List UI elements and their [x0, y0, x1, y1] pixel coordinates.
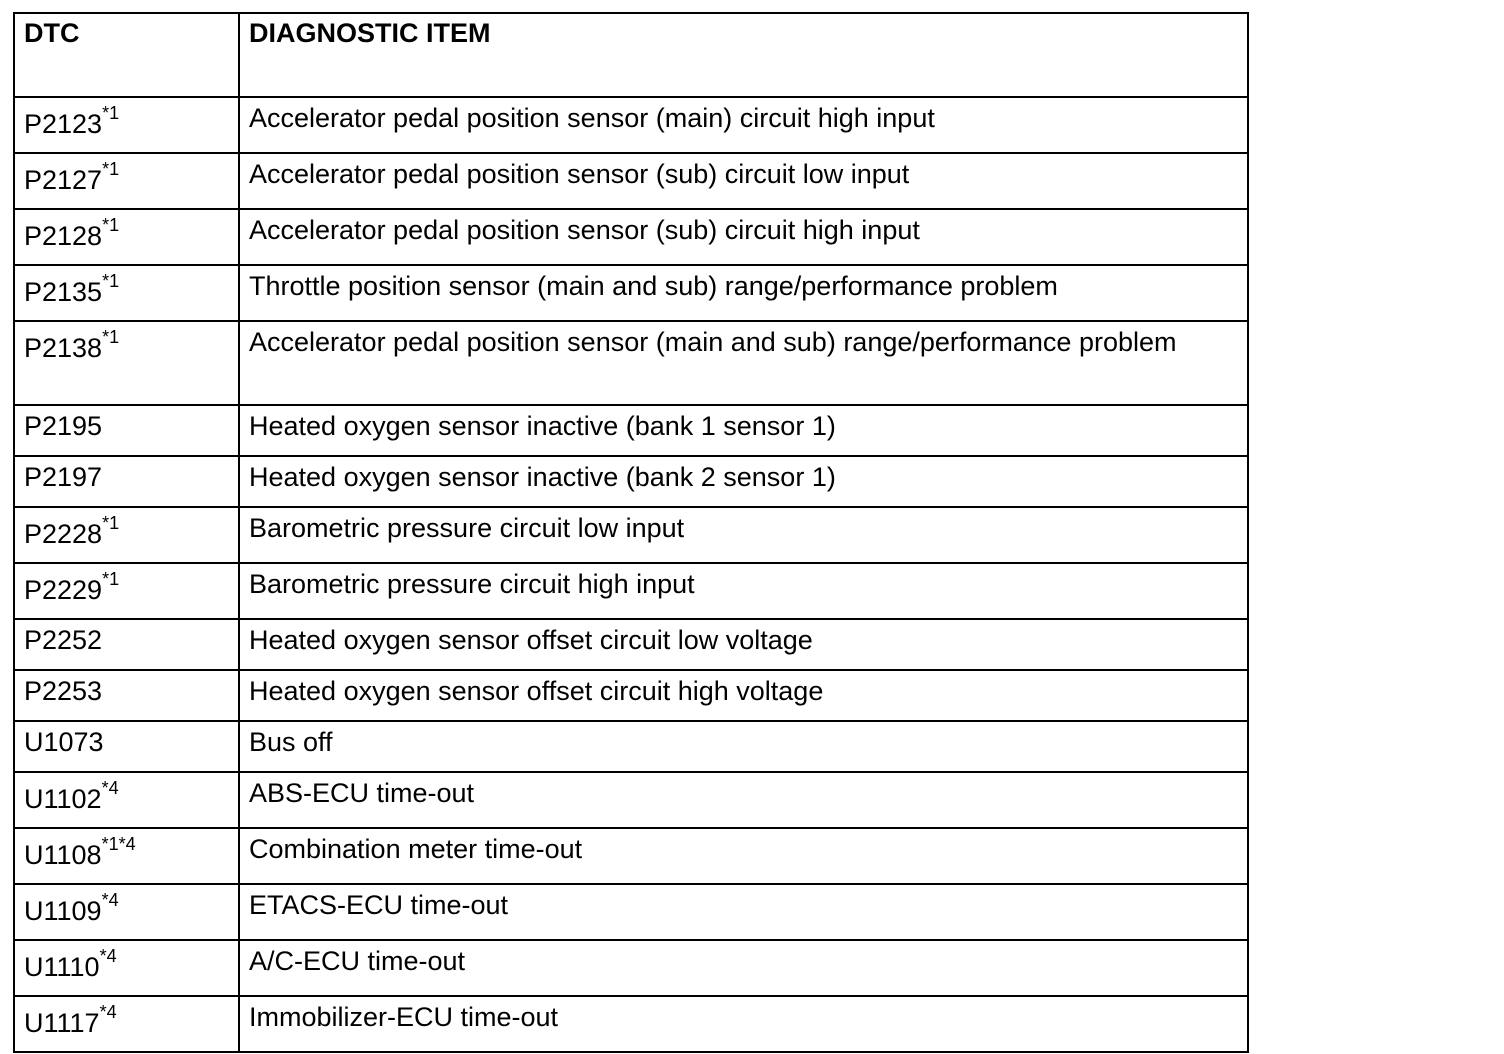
dtc-code-cell — [14, 619, 239, 670]
dtc-code: P2127 — [24, 165, 103, 195]
diagnostic-item: ETACS-ECU time-out — [239, 884, 1248, 940]
dtc-code-cell — [14, 940, 239, 996]
diagnostic-item: Barometric pressure circuit low input — [239, 507, 1248, 563]
table-row — [14, 940, 1248, 996]
dtc-code-cell — [14, 321, 239, 405]
table-row — [14, 670, 1248, 721]
dtc-code-cell — [14, 265, 239, 321]
dtc-code: P2252 — [24, 625, 103, 655]
header-diagnostic-item: DIAGNOSTIC ITEM — [239, 13, 1248, 97]
dtc-code: P2135 — [24, 277, 103, 307]
dtc-code-cell — [14, 772, 239, 828]
footnote-mark: *1 — [102, 215, 120, 235]
dtc-code-cell — [14, 456, 239, 507]
table-row — [14, 884, 1248, 940]
footnote-mark: *1 — [102, 569, 120, 589]
diagnostic-item: Combination meter time-out — [239, 828, 1248, 884]
dtc-code: P2253 — [24, 676, 103, 706]
table-row — [14, 996, 1248, 1052]
diagnostic-item: Heated oxygen sensor offset circuit low voltage — [239, 619, 1248, 670]
dtc-code-cell — [14, 209, 239, 265]
footnote-mark: *1 — [102, 103, 120, 123]
diagnostic-item: ABS-ECU time-out — [239, 772, 1248, 828]
table-row — [14, 456, 1248, 507]
dtc-code: P2138 — [24, 333, 103, 363]
dtc-code: P2228 — [24, 519, 103, 549]
dtc-code-cell — [14, 563, 239, 619]
dtc-code-cell — [14, 405, 239, 456]
dtc-code: U1102 — [24, 784, 102, 814]
footnote-mark: *1 — [102, 327, 120, 347]
diagnostic-item: Heated oxygen sensor inactive (bank 1 sensor 1) — [239, 405, 1248, 456]
dtc-code: P2195 — [24, 411, 103, 441]
footnote-mark: *4 — [101, 778, 119, 798]
diagnostic-item: Accelerator pedal position sensor (sub) circuit high input — [239, 209, 1248, 265]
diagnostic-item: Bus off — [239, 721, 1248, 772]
dtc-code: P2128 — [24, 221, 103, 251]
table-row — [14, 507, 1248, 563]
dtc-code-cell — [14, 507, 239, 563]
footnote-mark: *1 — [102, 513, 120, 533]
table-row — [14, 209, 1248, 265]
footnote-mark: *1 — [102, 271, 120, 291]
dtc-code: P2229 — [24, 575, 103, 605]
table-row — [14, 321, 1248, 405]
table-row — [14, 721, 1248, 772]
dtc-code: P2123 — [24, 109, 103, 139]
footnote-mark: *1*4 — [101, 834, 136, 854]
table-row — [14, 265, 1248, 321]
diagnostic-item: A/C-ECU time-out — [239, 940, 1248, 996]
dtc-code-cell — [14, 721, 239, 772]
table-row — [14, 619, 1248, 670]
diagnostic-item: Immobilizer-ECU time-out — [239, 996, 1248, 1052]
diagnostic-item: Barometric pressure circuit high input — [239, 563, 1248, 619]
diagnostic-item: Accelerator pedal position sensor (sub) circuit low input — [239, 153, 1248, 209]
diagnostic-item: Throttle position sensor (main and sub) range/performance problem — [239, 265, 1248, 321]
footnote-mark: *4 — [99, 1002, 117, 1022]
dtc-table — [13, 12, 1249, 1053]
dtc-code: U1117 — [24, 1008, 100, 1038]
table-row — [14, 97, 1248, 153]
table-row — [14, 828, 1248, 884]
table-row — [14, 772, 1248, 828]
dtc-code-cell — [14, 828, 239, 884]
dtc-code-cell — [14, 670, 239, 721]
table-row — [14, 405, 1248, 456]
footnote-mark: *1 — [102, 159, 120, 179]
dtc-code: U1108 — [24, 840, 102, 870]
dtc-code-cell — [14, 153, 239, 209]
dtc-code: U1110 — [24, 952, 100, 982]
diagnostic-item: Accelerator pedal position sensor (main and sub) range/performance problem — [239, 321, 1248, 405]
dtc-code-cell — [14, 884, 239, 940]
footnote-mark: *4 — [99, 946, 117, 966]
dtc-code: U1073 — [24, 727, 104, 757]
table-header-row — [14, 13, 1248, 97]
dtc-code-cell — [14, 97, 239, 153]
header-dtc: DTC — [14, 13, 239, 97]
footnote-mark: *4 — [101, 890, 119, 910]
diagnostic-item: Heated oxygen sensor inactive (bank 2 sensor 1) — [239, 456, 1248, 507]
diagnostic-item: Heated oxygen sensor offset circuit high voltage — [239, 670, 1248, 721]
dtc-code-cell — [14, 996, 239, 1052]
dtc-code: P2197 — [24, 462, 103, 492]
dtc-code: U1109 — [24, 896, 102, 926]
table-row — [14, 563, 1248, 619]
table-row — [14, 153, 1248, 209]
diagnostic-item: Accelerator pedal position sensor (main) circuit high input — [239, 97, 1248, 153]
